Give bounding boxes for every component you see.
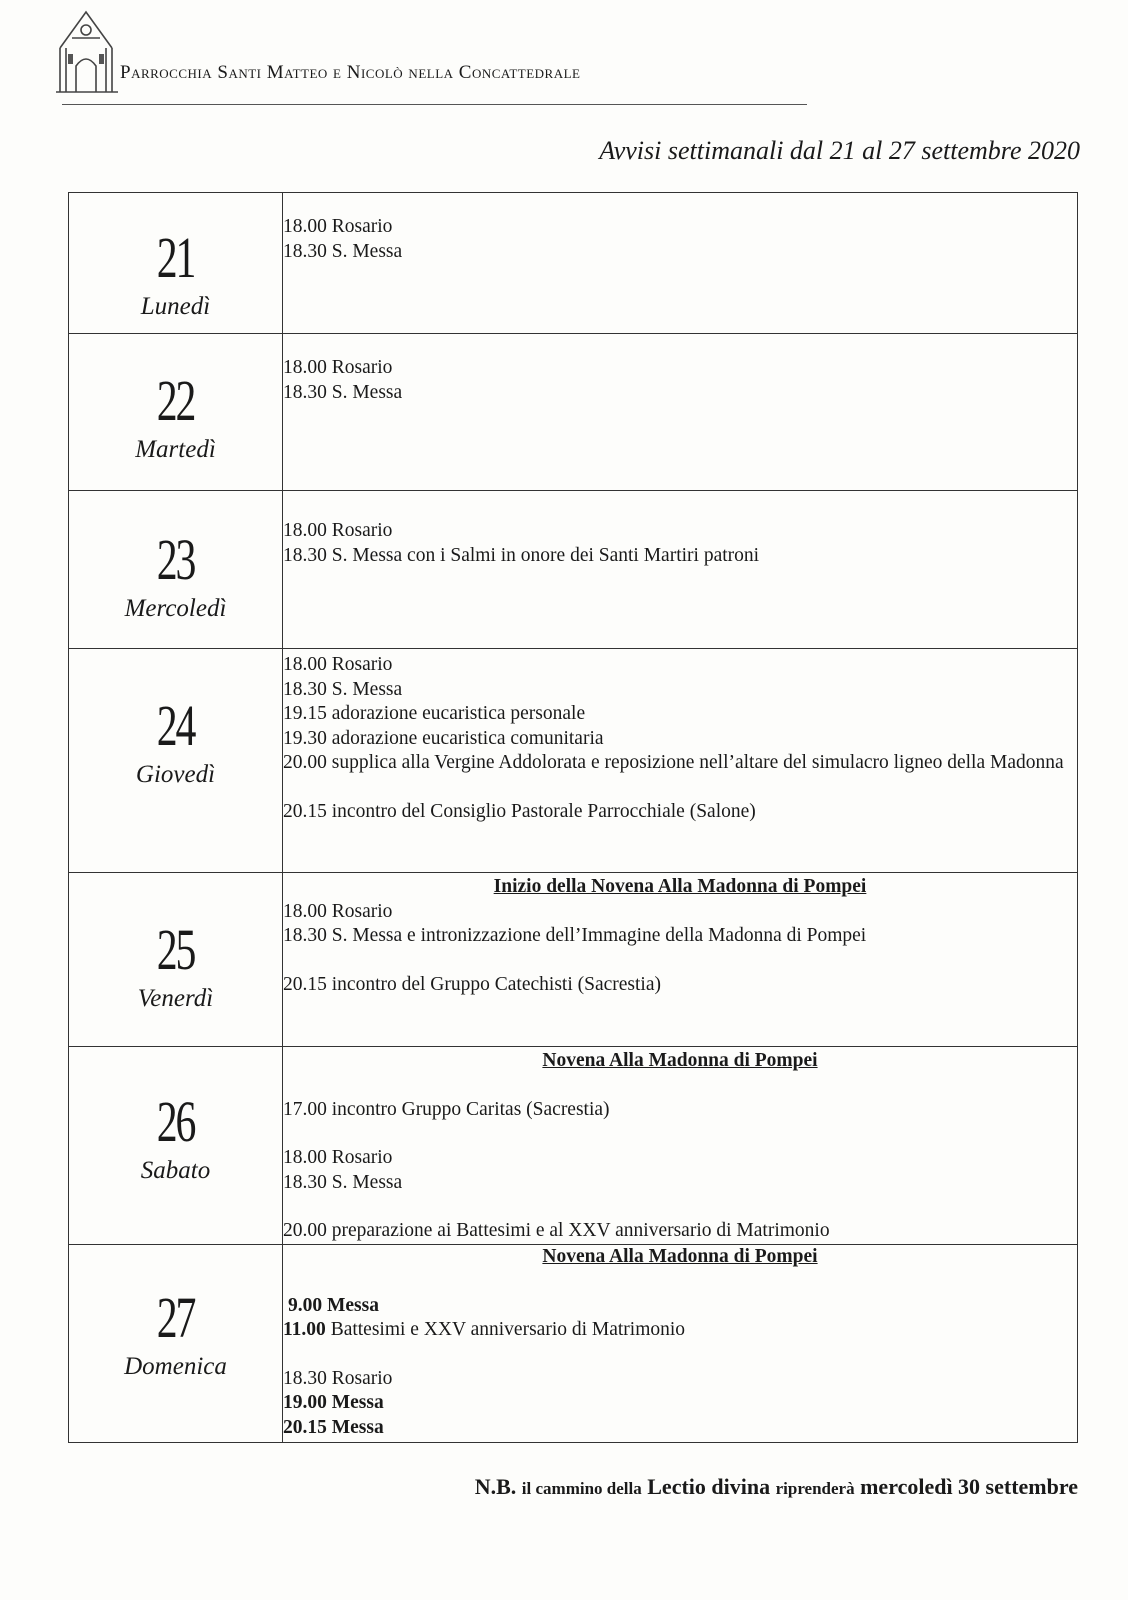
day-row	[69, 649, 1078, 873]
event-line: 18.00 Rosario	[283, 1147, 393, 1168]
day-number: 25	[156, 917, 195, 982]
event-line: 19.15 adorazione eucaristica personale	[283, 703, 586, 724]
nb-label: N.B.	[474, 1474, 517, 1499]
event-line: 18.30 S. Messa con i Salmi in onore dei Santi Martiri patroni	[283, 544, 760, 566]
day-number: 21	[156, 225, 195, 290]
day-name: Mercoledì	[124, 595, 227, 622]
day-number: 26	[156, 1089, 195, 1154]
day-name: Giovedì	[135, 761, 216, 788]
event-line: 18.00 Rosario	[283, 357, 393, 378]
day-cell	[69, 1047, 283, 1245]
event-time: 11.00	[283, 1319, 326, 1340]
day-row	[69, 334, 1078, 491]
novena-heading: Inizio della Novena Alla Madonna di Pompei	[493, 876, 867, 897]
events-cell	[283, 193, 1078, 334]
day-name: Sabato	[140, 1157, 211, 1184]
spacer	[283, 949, 1077, 973]
spacer	[283, 776, 1077, 800]
note-text: il cammino della	[521, 1479, 642, 1498]
church-facade-icon	[52, 8, 122, 98]
day-cell	[69, 649, 283, 873]
weekly-schedule-table	[68, 192, 1078, 1443]
event-line: 20.00 preparazione ai Battesimi e al XXV anniversario di Matrimonio	[283, 1220, 830, 1241]
day-cell	[69, 193, 283, 334]
event-line: 18.30 S. Messa	[283, 240, 403, 262]
header-divider	[62, 104, 807, 105]
events-cell	[283, 649, 1078, 873]
events-cell	[283, 334, 1078, 491]
event-line: 20.15 incontro del Consiglio Pastorale Parrocchiale (Salone)	[283, 800, 756, 822]
spacer	[283, 1270, 1077, 1294]
events-cell	[283, 1245, 1078, 1443]
parish-name: Parrocchia Santi Matteo e Nicolò nella Concattedrale	[120, 62, 581, 83]
event-line: 20.15 incontro del Gruppo Catechisti (Sacrestia)	[283, 973, 661, 995]
page-subtitle: Avvisi settimanali dal 21 al 27 settembre 2020	[599, 136, 1080, 165]
events-cell	[283, 491, 1078, 649]
day-cell	[69, 873, 283, 1047]
event-line: 18.30 S. Messa	[283, 1171, 403, 1193]
note-date: mercoledì 30 settembre	[860, 1474, 1078, 1499]
footer-note	[475, 1474, 1078, 1500]
spacer	[283, 1195, 1077, 1219]
day-cell	[69, 491, 283, 649]
event-line: 20.15 Messa	[283, 1416, 384, 1438]
events-cell	[283, 873, 1078, 1047]
day-number: 27	[156, 1285, 195, 1350]
day-name: Martedì	[135, 436, 216, 463]
spacer	[283, 1122, 1077, 1146]
event-line: 18.00 Rosario	[283, 900, 393, 922]
day-row	[69, 193, 1078, 334]
day-cell	[69, 334, 283, 491]
event-line: 18.30 S. Messa e intronizzazione dell’Immagine della Madonna di Pompei	[283, 925, 867, 946]
event-line: 17.00 incontro Gruppo Caritas (Sacrestia)	[283, 1098, 610, 1120]
event-line: 18.30 S. Messa	[283, 381, 403, 403]
event-line: 9.00 Messa	[288, 1294, 379, 1316]
event-line	[283, 1318, 1077, 1343]
note-text: riprenderà	[775, 1479, 855, 1498]
day-number: 23	[156, 527, 195, 592]
event-line: 18.30 Rosario	[283, 1367, 393, 1389]
day-name: Domenica	[124, 1353, 227, 1380]
event-line: 18.00 Rosario	[283, 216, 393, 237]
event-line: 18.30 S. Messa	[283, 678, 403, 700]
day-name: Venerdì	[137, 985, 214, 1012]
novena-heading: Novena Alla Madonna di Pompei	[542, 1246, 818, 1267]
event-line: 20.00 supplica alla Vergine Addolorata e reposizione nell’altare del simulacro ligneo della Madonna	[283, 752, 1064, 773]
day-row	[69, 1047, 1078, 1245]
event-line: 18.00 Rosario	[283, 520, 393, 541]
day-row	[69, 491, 1078, 649]
novena-heading: Novena Alla Madonna di Pompei	[542, 1050, 818, 1071]
day-row	[69, 873, 1078, 1047]
event-line: 19.00 Messa	[283, 1392, 384, 1413]
day-number: 22	[156, 368, 195, 433]
day-cell	[69, 1245, 283, 1443]
note-emphasis: Lectio divina	[647, 1474, 771, 1499]
event-text: Battesimi e XXV anniversario di Matrimonio	[330, 1319, 686, 1340]
event-line: 19.30 adorazione eucaristica comunitaria	[283, 727, 604, 749]
day-row	[69, 1245, 1078, 1443]
spacer	[283, 1343, 1077, 1367]
events-cell	[283, 1047, 1078, 1245]
spacer	[283, 1074, 1077, 1098]
day-number: 24	[156, 693, 195, 758]
day-name: Lunedì	[140, 293, 211, 320]
event-line: 18.00 Rosario	[283, 654, 393, 675]
